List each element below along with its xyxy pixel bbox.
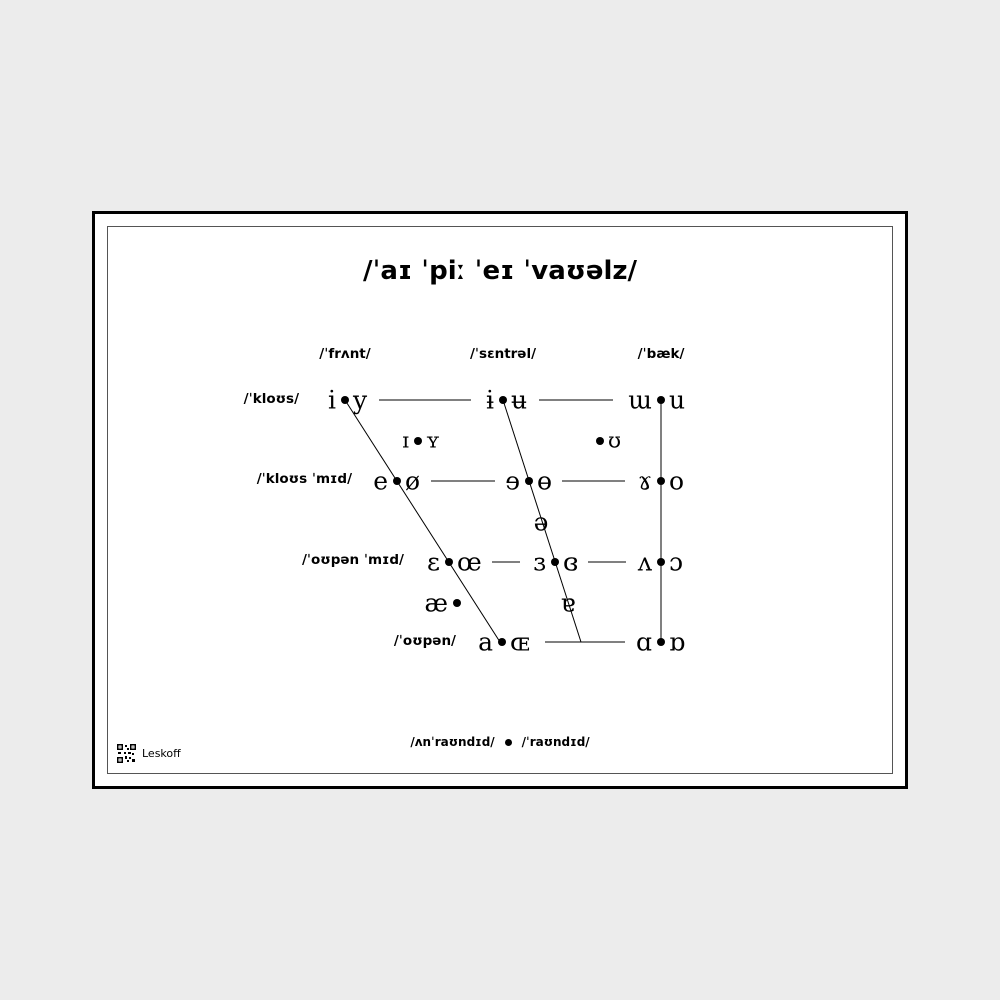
dot-close-back xyxy=(657,396,665,404)
dot-close-front xyxy=(341,396,349,404)
vowel-near-open-central: ɐ xyxy=(560,588,576,618)
row-label-close-mid: /ˈkloʊs ˈmɪd/ xyxy=(256,471,352,487)
vowel-open-front-unrounded: a xyxy=(478,627,493,657)
vowel-close-mid-back-rounded: o xyxy=(669,466,685,496)
dot-close-mid-central xyxy=(525,477,533,485)
legend-rounded-label: /ˈraʊndɪd/ xyxy=(521,735,590,749)
dot-open-mid-back xyxy=(657,558,665,566)
vowel-close-mid-front-unrounded: e xyxy=(373,466,388,496)
vowel-close-mid-front-rounded: ø xyxy=(405,466,421,496)
dot-close-mid-front xyxy=(393,477,401,485)
row-label-open: /ˈoʊpən/ xyxy=(393,633,456,649)
vowel-close-central-rounded: ʉ xyxy=(511,385,528,415)
column-label-central: /ˈsɛntrəl/ xyxy=(469,346,537,362)
vowel-close-back-unrounded: ɯ xyxy=(628,385,652,415)
vowel-close-mid-central-unrounded: ɘ xyxy=(505,466,520,496)
dot-near-close-back xyxy=(596,437,604,445)
vowel-close-mid-central-rounded: ɵ xyxy=(537,466,553,496)
dot-close-central xyxy=(499,396,507,404)
vowel-open-back-unrounded: ɑ xyxy=(635,627,652,657)
legend xyxy=(95,735,905,749)
vowel-open-mid-front-unrounded: ɛ xyxy=(427,547,440,577)
poster xyxy=(92,211,908,789)
legend-unrounded-label: /ʌnˈraʊndɪd/ xyxy=(410,735,495,749)
column-label-back: /ˈbæk/ xyxy=(637,346,685,362)
vowel-open-front-rounded: ɶ xyxy=(510,627,530,657)
dot-open-mid-front xyxy=(445,558,453,566)
brand xyxy=(117,744,181,763)
chart-title: /ˈaɪ ˈpiː ˈeɪ ˈvaʊəlz/ xyxy=(362,256,638,286)
vowel-near-open-front-unrounded: æ xyxy=(424,588,448,618)
vowel-close-front-rounded: y xyxy=(353,385,368,415)
vowel-close-mid-back-unrounded: ɤ xyxy=(637,466,652,496)
front-edge-line xyxy=(345,400,500,642)
vowel-open-back-rounded: ɒ xyxy=(669,627,686,657)
vowel-open-mid-central-rounded: ɞ xyxy=(563,547,579,577)
vowel-close-central-unrounded: ɨ xyxy=(486,385,494,415)
dot-open-back xyxy=(657,638,665,646)
brand-name: Leskoff xyxy=(142,747,181,760)
vowel-mid-central: ə xyxy=(533,507,549,537)
column-label-front: /ˈfrʌnt/ xyxy=(319,346,371,362)
row-label-open-mid: /ˈoʊpən ˈmɪd/ xyxy=(301,552,404,568)
legend-dot-icon xyxy=(505,739,512,746)
dot-near-open-front xyxy=(453,599,461,607)
vowel-open-mid-back-rounded: ɔ xyxy=(669,547,684,577)
vowel-trapezoid xyxy=(95,214,905,786)
dot-close-mid-back xyxy=(657,477,665,485)
dot-open-front xyxy=(498,638,506,646)
vowel-near-close-front-unrounded: ɪ xyxy=(402,428,409,453)
vowel-close-front-unrounded: i xyxy=(328,385,336,415)
vowel-open-mid-back-unrounded: ʌ xyxy=(637,547,652,577)
vowel-near-close-front-rounded: ʏ xyxy=(426,428,440,453)
vowel-close-back-rounded: u xyxy=(669,385,686,415)
dot-near-close-front xyxy=(414,437,422,445)
row-label-close: /ˈkloʊs/ xyxy=(243,391,299,407)
vowel-open-mid-central-unrounded: ɜ xyxy=(533,547,546,577)
vowel-near-close-back-rounded: ʊ xyxy=(608,428,622,453)
qr-code-icon xyxy=(117,744,136,763)
vowel-open-mid-front-rounded: œ xyxy=(457,547,482,577)
dot-open-mid-central xyxy=(551,558,559,566)
